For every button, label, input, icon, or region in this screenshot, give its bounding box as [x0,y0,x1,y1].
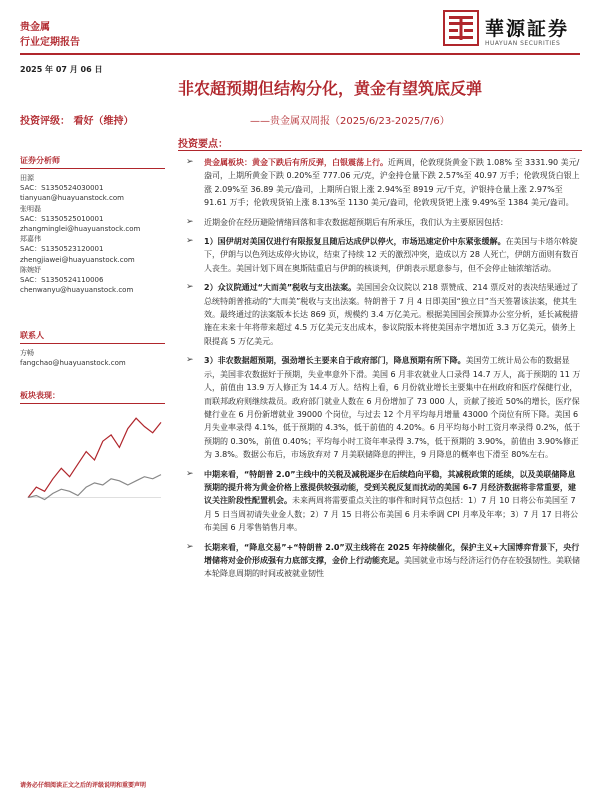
bullet-arrow-icon: ➢ [186,282,194,293]
key-points-title: 投资要点： [178,139,228,150]
key-point-text: 在美国与卡塔尔斡旋下，伊朗与以色列达成停火协议，结束了持续 12 天的激烈冲突，造成以方 28 人死亡，伊朗方面则有数百人丧生。美国计划下周在奥斯陆重启与伊朗的核谈判，伊朗表示愿意参与，但不会停止铀浓缩活动。 [204,237,579,273]
key-point-item [178,156,582,210]
analyst-name: 张明磊 [20,204,41,213]
analyst-email[interactable]: zhengjiawei@huayuanstock.com [20,255,135,264]
analysts-section [20,155,165,295]
key-point-text: 近期金价在经历避险情绪回落和非农数据超预期后有所承压，我们认为主要原因包括： [204,217,508,227]
analyst-email[interactable]: chenwanyu@huayuanstock.com [20,286,134,295]
key-point-lead: 贵金属板块：黄金下跌后有所反弹，白银震荡上行。 [204,158,388,167]
contacts-section [20,330,165,368]
key-point-item [178,281,582,348]
report-date: 2025 年 07 月 06 日 [20,65,103,74]
key-point-text: 美国国会众议院以 218 票赞成、214 票反对的表决结果通过了总统特朗普推动的“大而美”税收与支出法案。特朗普于 7 月 4 日即美国“独立日”当天签署该法案，使其生效。最终通过的法案版本长达 869 页，规模约 3.4 万亿美元。根据美国国会预算办公室分析，延长减税措施在未来十年将带来超过 4.5 万亿美元支出成本，参议院版本将使美国赤字增加近 3.3 万亿美元，债务上限提高 5 万亿美元。 [204,283,579,346]
key-point-text: 美国劳工统计局公布的数据显示，美国非农数据好于预期，失业率意外下滑。美国 6 月非农就业人口录得 14.7 万人，高于预期的 11 万人，前值由 13.9 万人修正为 14.4 万人。结构上看，6 月份就业增长主要集中在州政府和医疗保健行业，而联邦政府则继续裁员。政府部门就业人数在 6 月份增加了 73 000 人，贡献了接近 50%的增长，医疗保健行业在 6 月份新增就业 39000 个岗位，与过去 12 个月平均每月增量 43000 个岗位有所下降。美国 6 月失业率录得 4.1%，低于预期的 4.3%，低于前值的 4.20%。6 月平均每小时工资月率录得 0.2%，低于预期的 0.30%，前值 0.40%；平均每小时工资年率录得 3.7%，低于预期的 3.90%，前值由 3.90%修正为 3.8%。数据公布后，市场放弃对 7 月美联储降息的押注，9 月降息的概率也下滑至 80%左右。 [204,356,581,460]
analyst-entry [20,204,165,235]
key-point-item [178,354,582,461]
sector-label: 贵金属 [20,22,50,33]
analyst-email[interactable]: zhangminglei@huayuanstock.com [20,225,141,234]
key-point-lead: 2）众议院通过“大而美”税收与支出法案。 [204,283,357,293]
footer-disclaimer: 请务必仔细阅读正文之后的评级说明和重要声明 [20,782,147,789]
key-points-divider [178,150,582,151]
analyst-email[interactable]: tianyuan@huayuanstock.com [20,194,124,203]
key-point-text: 近两周，伦敦现货黄金下跌 1.08% 至 3331.90 美元/盎司，上期所黄金下跌 0.20%至 777.06 元/克，沪金持仓量下跌 2.57%至 40.97 万手；伦敦现货白银上涨 2.09%至 36.89 美元/盎司，上期所白银上涨 2.94%至 8919 元/千克，沪银持仓量上涨 2.97%至 91.61 万手；伦敦现货铂上涨 8.13%至 1130 美元/盎司，伦敦现货钯上涨 9.49%至 1384 美元/盎司。 [204,158,580,208]
analyst-entry [20,265,165,296]
key-point-lead: 1）国伊胡对美国仅进行有限报复且随后达成伊以停火，市场迅速定价中东紧张缓解。 [204,237,506,247]
analysts-heading: 证券分析师 [20,155,165,169]
report-title: 非农超预期但结构分化，黄金有望筑底反弹 [178,79,483,98]
logo-english-text: HUAYUAN SECURITIES [485,40,561,47]
logo-seal-icon [443,10,479,46]
analyst-name: 陈婉妤 [20,265,41,274]
contacts-heading: 联系人 [20,330,165,344]
key-point-text: 美国就业市场与经济运行仍存在较强韧性。美联储本轮降息周期的时间或被就业韧性 [204,555,580,579]
report-header-left [20,20,80,50]
analyst-sac: SAC：S1350523120001 [20,245,104,254]
sector-performance-chart [20,408,165,518]
key-point-item [178,541,582,581]
bullet-arrow-icon: ➢ [186,541,194,552]
company-logo [443,10,583,50]
analyst-entry [20,234,165,265]
chart-heading: 板块表现： [20,390,165,404]
key-point-item [178,468,582,535]
key-point-item [178,216,582,229]
key-point-text: 未来两周将需要重点关注的事件和时间节点包括：1）7 月 10 日将公布美国至 7 月 5 日当周初请失业金人数；2）7 月 15 日将公布美国 6 月未季调 CPI 月率及年率；3）7 月 17 日将公布美国 6 月零售销售月率。 [204,496,579,533]
analyst-name: 田源 [20,174,34,182]
bullet-arrow-icon: ➢ [186,355,194,366]
bullet-arrow-icon: ➢ [186,236,194,247]
bullet-arrow-icon: ➢ [186,157,194,167]
analyst-sac: SAC：S1350525010001 [20,214,104,223]
key-point-item [178,235,582,275]
chart-series-line-sector [28,418,161,497]
header-divider [20,53,580,55]
analyst-sac: SAC：S1350524110006 [20,276,104,285]
contact-name: 方畅 [20,349,34,357]
key-point-lead: 3）非农数据超预期，强劲增长主要来自于政府部门，降息预期有所下降。 [204,356,466,366]
bullet-arrow-icon: ➢ [186,216,194,227]
key-point-lead: 中期来看，“特朗普 2.0”主线中的关税及减税逐步在后续趋向平稳，其减税政策的延续，以及美联储降息预期的提升将为黄金价格上涨提供较强动能，受到关税反复而扰动的美国 6-7 月经济数据将非常重要，建议关注阶段性配置机会。 [204,469,577,506]
logo-chinese-text: 華源証券 [485,18,570,40]
investment-rating: 投资评级： 看好（维持） [20,116,134,127]
key-points-list [178,156,582,587]
analyst-sac: SAC：S1350524030001 [20,184,104,193]
report-subtitle: ——贵金属双周报（2025/6/23-2025/7/6） [250,116,450,127]
contact-email[interactable]: fangchao@huayuanstock.com [20,359,126,368]
sector-performance-section [20,390,165,518]
report-type-label: 行业定期报告 [20,37,80,48]
key-point-lead: 长期来看，“降息交易”+“特朗普 2.0”双主线将在 2025 年持续催化，保护主义+大国博弈背景下，央行增储将对金价形成强有力底部支撑，金价上行动能充足。 [204,542,580,565]
analyst-name: 郑嘉伟 [20,235,41,244]
analyst-entry [20,173,165,204]
bullet-arrow-icon: ➢ [186,468,194,479]
